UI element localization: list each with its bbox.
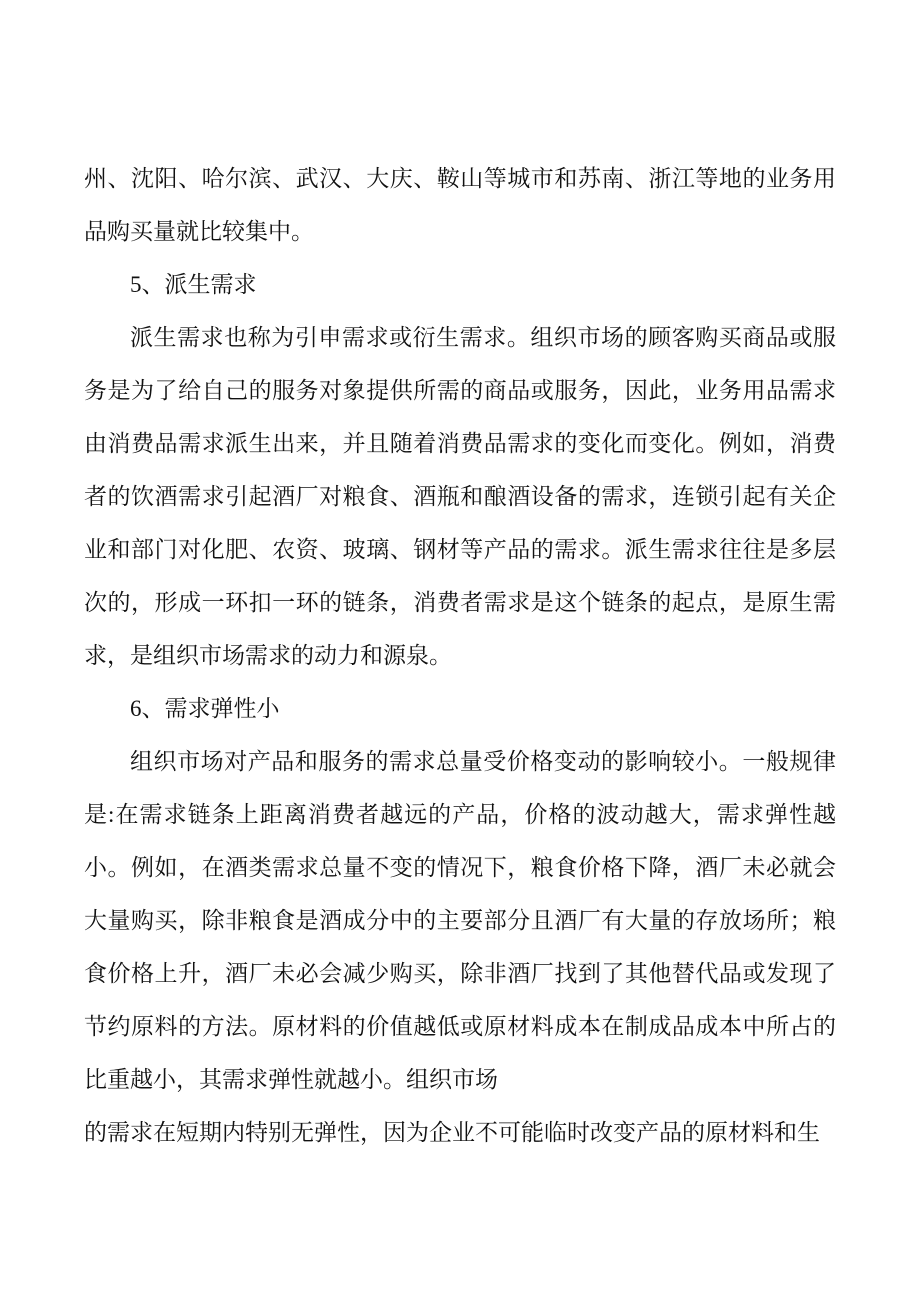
section-heading: 5、派生需求 [130, 272, 257, 297]
document-body [84, 152, 836, 1159]
paragraph: 的需求在短期内特别无弹性，因为企业不可能临时改变产品的原材料和生 [84, 1120, 820, 1145]
paragraph: 组织市场对产品和服务的需求总量受价格变动的影响较小。一般规律是:在需求链条上距离消费者越远的产品，价格的波动越大，需求弹性越小。例如，在酒类需求总量不变的情况下，粮食价格下降，酒厂未必就会大量购买，除非粮食是酒成分中的主要部分且酒厂有大量的存放场所；粮食价格上升，酒厂未必会减少购买，除非酒厂找到了其他替代品或发现了节约原料的方法。原材料的价值越低或原材料成本在制成品成本中所占的比重越小，其需求弹性就越小。组织市场 [84, 749, 836, 1092]
paragraph: 派生需求也称为引申需求或衍生需求。组织市场的顾客购买商品或服务是为了给自己的服务对象提供所需的商品或服务，因此，业务用品需求由消费品需求派生出来，并且随着消费品需求的变化而变化。例如，消费者的饮酒需求引起酒厂对粮食、酒瓶和酿酒设备的需求，连锁引起有关企业和部门对化肥、农资、玻璃、钢材等产品的需求。派生需求往往是多层次的，形成一环扣一环的链条，消费者需求是这个链条的起点，是原生需求，是组织市场需求的动力和源泉。 [84, 325, 836, 668]
section-heading: 6、需求弹性小 [130, 696, 280, 721]
paragraph: 州、沈阳、哈尔滨、武汉、大庆、鞍山等城市和苏南、浙江等地的业务用品购买量就比较集中。 [84, 166, 836, 244]
